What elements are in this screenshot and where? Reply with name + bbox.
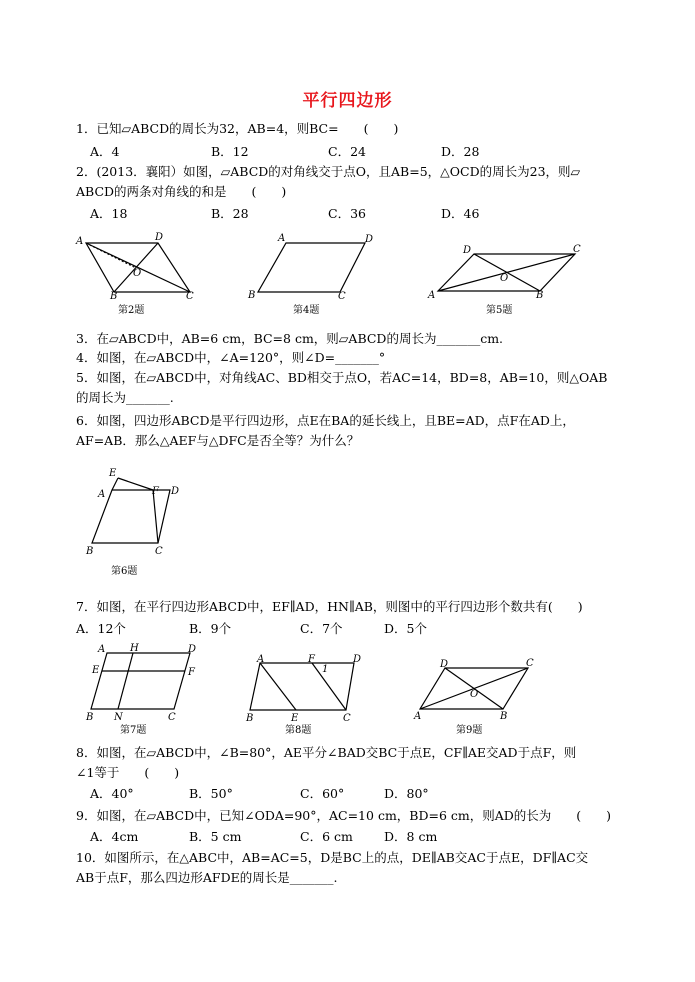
svg-text:D: D <box>171 486 180 497</box>
svg-text:O: O <box>470 689 479 700</box>
svg-text:A: A <box>414 711 422 722</box>
question-3: 3．在▱ABCD中，AB=6 cm，BC=8 cm，则▱ABCD的周长为_______cm. <box>76 331 504 346</box>
svg-text:第8题: 第8题 <box>285 725 312 736</box>
svg-text:A: A <box>278 233 286 244</box>
svg-text:A: A <box>76 236 84 247</box>
svg-text:第2题: 第2题 <box>118 305 145 316</box>
q2-option-a: A．18 <box>90 206 128 221</box>
q9-option-a: A．4cm <box>90 829 139 844</box>
question-9: 9．如图，在▱ABCD中，已知∠ODA=90°，AC=10 cm，BD=6 cm，则AD的长为 ( ) <box>76 808 612 823</box>
question-7: 7．如图，在平行四边形ABCD中，EF∥AD，HN∥AB，则图中的平行四边形个数共有( ) <box>76 599 583 614</box>
svg-text:第5题: 第5题 <box>486 305 513 316</box>
question-4: 4．如图，在▱ABCD中，∠A=120°，则∠D=_______° <box>76 350 386 365</box>
q1-option-b: B．12 <box>211 144 249 159</box>
svg-text:C: C <box>526 658 534 669</box>
svg-text:F: F <box>152 486 159 497</box>
svg-text:E: E <box>109 468 117 479</box>
question-10-line-2: AB于点F，那么四边形AFDE的周长是_______. <box>76 870 338 885</box>
q2-option-d: D．46 <box>441 206 480 221</box>
svg-text:B: B <box>248 290 256 301</box>
q8-option-b: B．50° <box>189 786 233 801</box>
q8-option-c: C．60° <box>300 786 345 801</box>
question-2-line-1: 2．(2013．襄阳）如图，▱ABCD的对角线交于点O，且AB=5，△OCD的周长为23，则▱ <box>76 164 581 179</box>
svg-text:D: D <box>440 659 449 670</box>
svg-text:D: D <box>188 644 197 655</box>
svg-text:第9题: 第9题 <box>456 725 483 736</box>
q2-option-b: B．28 <box>211 206 249 221</box>
svg-text:第7题: 第7题 <box>120 725 147 736</box>
svg-text:D: D <box>463 245 472 256</box>
svg-text:E: E <box>291 713 299 724</box>
svg-text:D: D <box>155 232 164 243</box>
question-6-line-2: AF=AB．那么△AEF与△DFC是否全等？为什么？ <box>76 433 360 448</box>
q7-option-c: C．7个 <box>300 621 343 636</box>
question-8-line-1: 8．如图，在▱ABCD中，∠B=80°，AE平分∠BAD交BC于点E，CF∥AE交AD于点F，则 <box>76 745 577 760</box>
figure-7 <box>85 643 196 736</box>
svg-text:C: C <box>186 291 194 302</box>
svg-text:B: B <box>536 290 544 301</box>
question-5-line-2: 的周长为_______. <box>76 390 174 405</box>
svg-text:N: N <box>114 712 123 723</box>
svg-text:H: H <box>130 643 139 654</box>
svg-text:C: C <box>573 244 581 255</box>
figure-9 <box>413 658 534 736</box>
q1-option-d: D．28 <box>441 144 480 159</box>
question-2-line-2: ABCD的两条对角线的和是 ( ) <box>76 184 287 199</box>
question-6-line-1: 6．如图，四边形ABCD是平行四边形，点E在BA的延长线上，且BE=AD，点F在AD上， <box>76 413 575 428</box>
q9-option-c: C．6 cm <box>300 829 353 844</box>
q8-option-a: A．40° <box>90 786 134 801</box>
q1-option-c: C．24 <box>328 144 366 159</box>
q9-option-d: D．8 cm <box>384 829 438 844</box>
svg-text:第4题: 第4题 <box>293 305 320 316</box>
question-1: 1．已知▱ABCD的周长为32，AB=4，则BC= ( ) <box>76 121 399 136</box>
figure-8 <box>245 654 361 736</box>
svg-text:F: F <box>308 654 315 665</box>
svg-text:B: B <box>500 711 508 722</box>
svg-text:O: O <box>133 268 142 279</box>
question-5-line-1: 5．如图，在▱ABCD中，对角线AC、BD相交于点O，若AC=14，BD=8，AB=10，则△OAB <box>76 370 608 385</box>
svg-text:A: A <box>257 654 265 665</box>
svg-text:D: D <box>365 234 374 245</box>
svg-text:A: A <box>98 489 106 500</box>
svg-text:F: F <box>188 667 195 678</box>
svg-text:C: C <box>338 291 346 302</box>
svg-text:B: B <box>86 546 94 557</box>
question-10-line-1: 10．如图所示，在△ABC中，AB=AC=5，D是BC上的点，DE∥AB交AC于点E，DF∥AC交 <box>76 850 589 865</box>
svg-text:1: 1 <box>322 664 329 675</box>
svg-text:B: B <box>86 712 94 723</box>
svg-text:B: B <box>110 291 118 302</box>
q1-option-a: A．4 <box>90 144 120 159</box>
q7-option-d: D．5个 <box>384 621 427 636</box>
svg-text:E: E <box>92 665 100 676</box>
svg-text:A: A <box>428 290 436 301</box>
q2-option-c: C．36 <box>328 206 366 221</box>
svg-text:B: B <box>246 713 254 724</box>
svg-text:D: D <box>353 654 362 665</box>
q8-option-d: D．80° <box>384 786 429 801</box>
q7-option-b: B．9个 <box>189 621 232 636</box>
svg-text:O: O <box>500 273 509 284</box>
page-title: 平行四边形 <box>302 91 393 111</box>
q9-option-b: B．5 cm <box>189 829 242 844</box>
svg-text:第6题: 第6题 <box>111 566 138 577</box>
question-8-line-2: ∠1等于 ( ) <box>76 765 180 780</box>
svg-text:C: C <box>155 546 163 557</box>
q7-option-a: A．12个 <box>76 621 126 636</box>
svg-text:C: C <box>168 712 176 723</box>
svg-text:A: A <box>98 644 106 655</box>
svg-text:C: C <box>343 713 351 724</box>
